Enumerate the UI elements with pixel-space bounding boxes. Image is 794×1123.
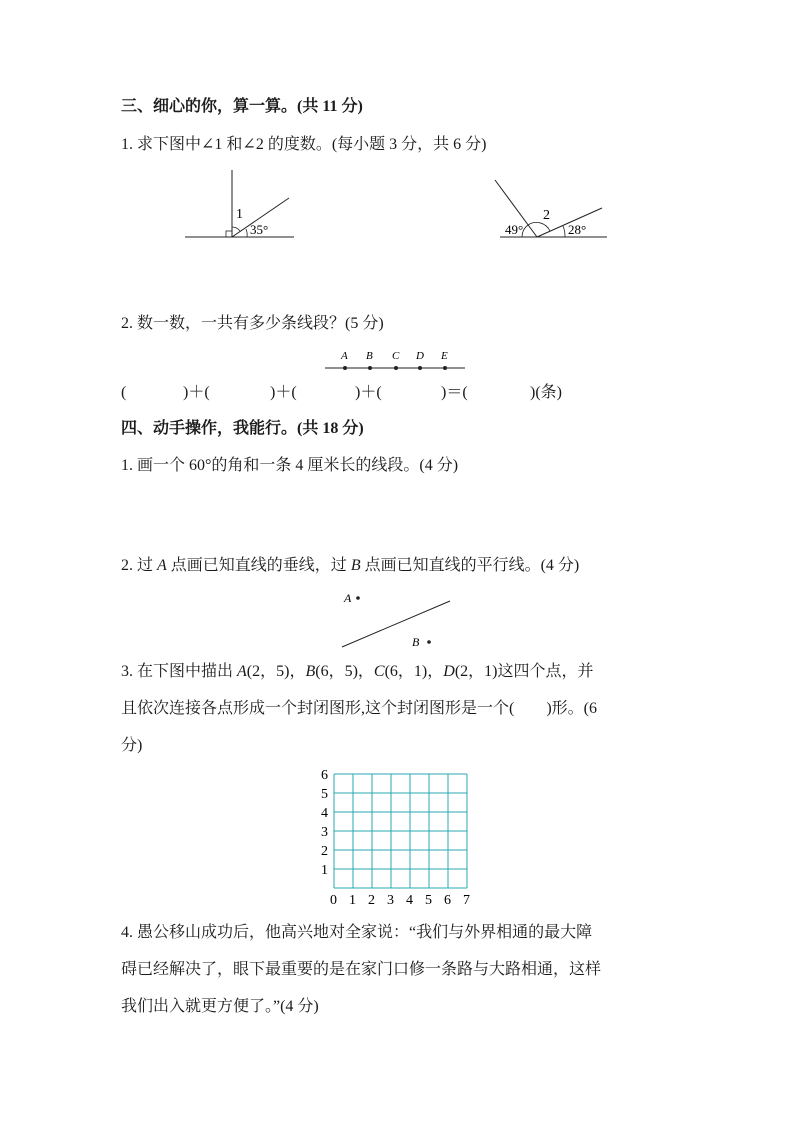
point-a-label: A: [341, 350, 348, 362]
point-a-label: A: [344, 591, 352, 605]
question-4-3-line-1: 3. 在下图中描出 A(2，5)，B(6，5)，C(6，1)，D(2，1)这四个点，并: [121, 663, 594, 680]
equation-plus-3: )＋(: [355, 384, 382, 401]
point-c-label: C: [392, 350, 400, 362]
question-4-2-text: 2. 过 A 点画已知直线的垂线，过 B 点画已知直线的平行线。(4 分): [121, 557, 580, 574]
grid-y-tick-label: 6: [321, 768, 328, 783]
grid-y-tick-label: 4: [321, 806, 328, 821]
point-d-label: D: [416, 350, 424, 362]
grid-y-tick-label: 2: [321, 844, 328, 859]
grid-y-tick-label: 3: [321, 825, 328, 840]
grid-x-tick-label: 2: [368, 893, 375, 908]
coordinate-grid: [318, 768, 478, 908]
grid-y-tick-label: 1: [321, 863, 328, 878]
question-4-4-line-3: 我们出入就更方便了。”(4 分): [121, 998, 319, 1015]
equation-blank-1-open: (: [121, 384, 127, 401]
point-b-label: B: [366, 350, 373, 362]
angle-figure-1: [180, 165, 300, 245]
point-e-label: E: [441, 350, 448, 362]
grid-x-tick-label: 4: [406, 893, 413, 908]
equation-plus-1: )＋(: [183, 384, 210, 401]
equation-equals: )＝(: [441, 384, 468, 401]
question-4-1-text: 1. 画一个 60°的角和一条 4 厘米长的线段。(4 分): [121, 457, 459, 474]
grid-x-tick-label: 3: [387, 893, 394, 908]
question-4-4-line-1: 4. 愚公移山成功后，他高兴地对全家说：“我们与外界相通的最大障: [121, 924, 593, 941]
segment-points-figure: [320, 346, 470, 376]
angle-35-label: 35°: [250, 222, 269, 237]
grid-x-tick-label: 7: [463, 893, 470, 908]
grid-y-tick-label: 5: [321, 787, 328, 802]
section-3-heading: 三、细心的你，算一算。(共 11 分): [121, 98, 363, 115]
question-4-4-line-2: 碍已经解决了，眼下最重要的是在家门口修一条路与大路相通，这样: [121, 961, 602, 978]
question-3-2-text: 2. 数一数，一共有多少条线段？(5 分): [121, 315, 384, 332]
grid-x-tick-label: 5: [425, 893, 432, 908]
section-4-heading: 四、动手操作，我能行。(共 18 分): [121, 420, 364, 437]
grid-x-tick-label: 6: [444, 893, 451, 908]
point-a-dot: [356, 596, 360, 600]
angle-28-label: 28°: [568, 222, 587, 237]
line-points-figure: [335, 585, 465, 655]
angle-49-label: 49°: [505, 222, 524, 237]
angle-1-label: 1: [236, 207, 243, 222]
question-3-1-text: 1. 求下图中∠1 和∠2 的度数。(每小题 3 分，共 6 分): [121, 136, 487, 153]
equation-plus-2: )＋(: [270, 384, 297, 401]
point-b-dot: [427, 640, 431, 644]
angle-2-label: 2: [543, 208, 550, 223]
equation-tiao: )(条): [530, 384, 562, 401]
grid-x-tick-label: 0: [330, 893, 337, 908]
grid-x-tick-label: 1: [349, 893, 356, 908]
point-b-label: B: [412, 635, 420, 649]
angle-figure-2: [495, 170, 615, 245]
question-4-3-line-2: 且依次连接各点形成一个封闭图形,这个封闭图形是一个( )形。(6: [121, 700, 597, 717]
question-4-3-line-3: 分): [121, 737, 143, 754]
